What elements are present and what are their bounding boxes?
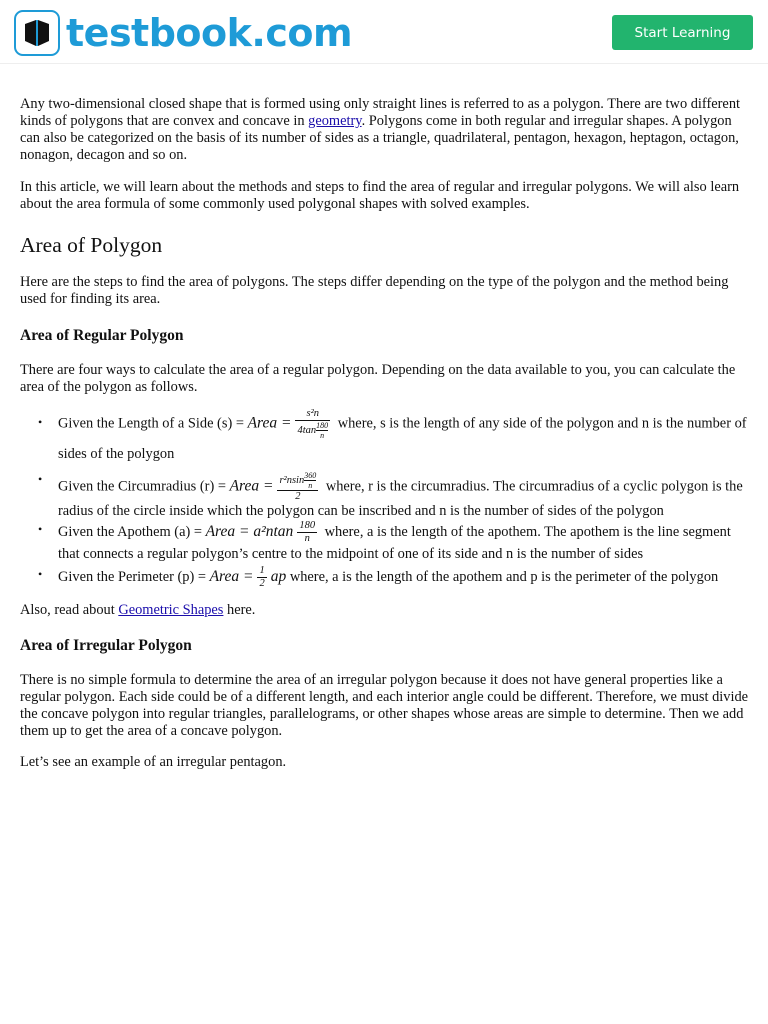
irregular-polygon-paragraph: There is no simple formula to determine the area of an irregular polygon because it does not have general properties like a regular polygon. Each side could be of a different length, and each interior angle could be different. Therefore, we must divide the concave polygon into regular triangles, parallelograms, or other shapes whose areas are simple to determine. Then we add them up to get the area of a concave polygon. — [20, 672, 749, 739]
inner-denominator: n — [308, 481, 313, 490]
fraction-numerator: s²n — [295, 408, 330, 421]
testbook-logo-icon — [14, 10, 60, 56]
also-read-text-a: Also, read about — [20, 602, 119, 618]
formula-perimeter-lhs: Area = — [209, 567, 254, 585]
formula-list — [20, 408, 750, 590]
formula-perimeter — [58, 565, 750, 590]
intro-paragraph — [20, 96, 750, 164]
also-read-text-b: here. — [223, 602, 256, 618]
heading-area-of-polygon: Area of Polygon — [20, 233, 163, 257]
intro-text-b: . Polygons come in both regular and irregular shapes. A polygon can also be categorized on the basis of its number of sides as a triangle, quadrilateral, pentagon, hexagon, heptagon, octagon, nonagon, decagon and so on. — [20, 113, 739, 163]
article-body — [20, 96, 750, 771]
heading-regular-polygon: Area of Regular Polygon — [20, 327, 184, 344]
formula-circumradius — [58, 471, 750, 520]
inner-numerator: 180 — [316, 421, 329, 430]
formula-side-label: Given the Length of a Side (s) = — [58, 415, 248, 432]
inner-denominator: n — [320, 431, 325, 440]
formula-apothem-fraction — [297, 520, 317, 545]
example-intro-paragraph: Let’s see an example of an irregular pentagon. — [20, 754, 287, 770]
fraction-denominator: 2 — [295, 491, 301, 502]
start-learning-button[interactable]: Start Learning — [612, 15, 753, 50]
fraction-denominator: 2 — [259, 578, 265, 589]
formula-side — [58, 408, 750, 469]
formula-apothem-label: Given the Apothem (a) = — [58, 523, 206, 540]
formula-perimeter-rhs: ap — [270, 567, 287, 585]
fraction-denominator: n — [304, 533, 310, 544]
formula-side-fraction — [295, 408, 330, 440]
formula-perimeter-description: where, a is the length of the apothem and p is the perimeter of the polygon — [286, 568, 719, 585]
testbook-logo[interactable] — [14, 10, 352, 56]
formula-side-description: where, s is the length of any side of the polygon and n is the number of sides of the polygon — [58, 415, 747, 462]
fraction-denominator: 4tan — [297, 424, 317, 436]
formula-apothem-description: where, a is the length of the apothem. The apothem is the line segment that connects a regular polygon’s centre to the midpoint of one of its side and n is the number of sides — [58, 523, 731, 562]
formula-circumradius-lhs: Area = — [229, 477, 274, 495]
geometry-link[interactable]: geometry — [308, 113, 362, 129]
intro-text-a: Any two-dimensional closed shape that is formed using only straight lines is referred to as a polygon. There are two different kinds of polygons that are convex and concave in — [20, 96, 741, 129]
logo-text: testbook.com — [66, 11, 353, 55]
site-header — [0, 0, 768, 64]
inner-numerator: 360 — [304, 471, 317, 480]
formula-perimeter-label: Given the Perimeter (p) = — [58, 568, 210, 585]
formula-perimeter-fraction — [257, 565, 266, 590]
heading-irregular-polygon: Area of Irregular Polygon — [20, 637, 192, 654]
formula-circumradius-fraction — [277, 471, 318, 503]
fraction-numerator: 1 — [259, 565, 265, 576]
steps-paragraph: Here are the steps to find the area of polygons. The steps differ depending on the type of the polygon and the method being used for finding its area. — [20, 274, 729, 307]
formula-circumradius-label: Given the Circumradius (r) = — [58, 478, 230, 495]
geometric-shapes-link[interactable]: Geometric Shapes — [118, 602, 224, 618]
formula-apothem — [58, 520, 750, 563]
also-read-paragraph — [20, 602, 750, 619]
formula-side-lhs: Area = — [247, 414, 292, 432]
article-overview: In this article, we will learn about the methods and steps to find the area of regular and irregular polygons. We will also learn about the area formula of some commonly used polygonal shapes with solved examples. — [20, 179, 740, 212]
fraction-numerator: 180 — [299, 520, 316, 531]
formula-apothem-lhs: Area = a²ntan — [205, 522, 294, 540]
fraction-numerator: r²nsin — [279, 474, 305, 486]
regular-polygon-paragraph: There are four ways to calculate the area of a regular polygon. Depending on the data available to you, you can calculate the area of the polygon as follows. — [20, 362, 736, 395]
formula-circumradius-description: where, r is the circumradius. The circumradius of a cyclic polygon is the radius of the circle inside which the polygon can be inscribed and n is the number of sides of the polygon — [58, 478, 743, 519]
